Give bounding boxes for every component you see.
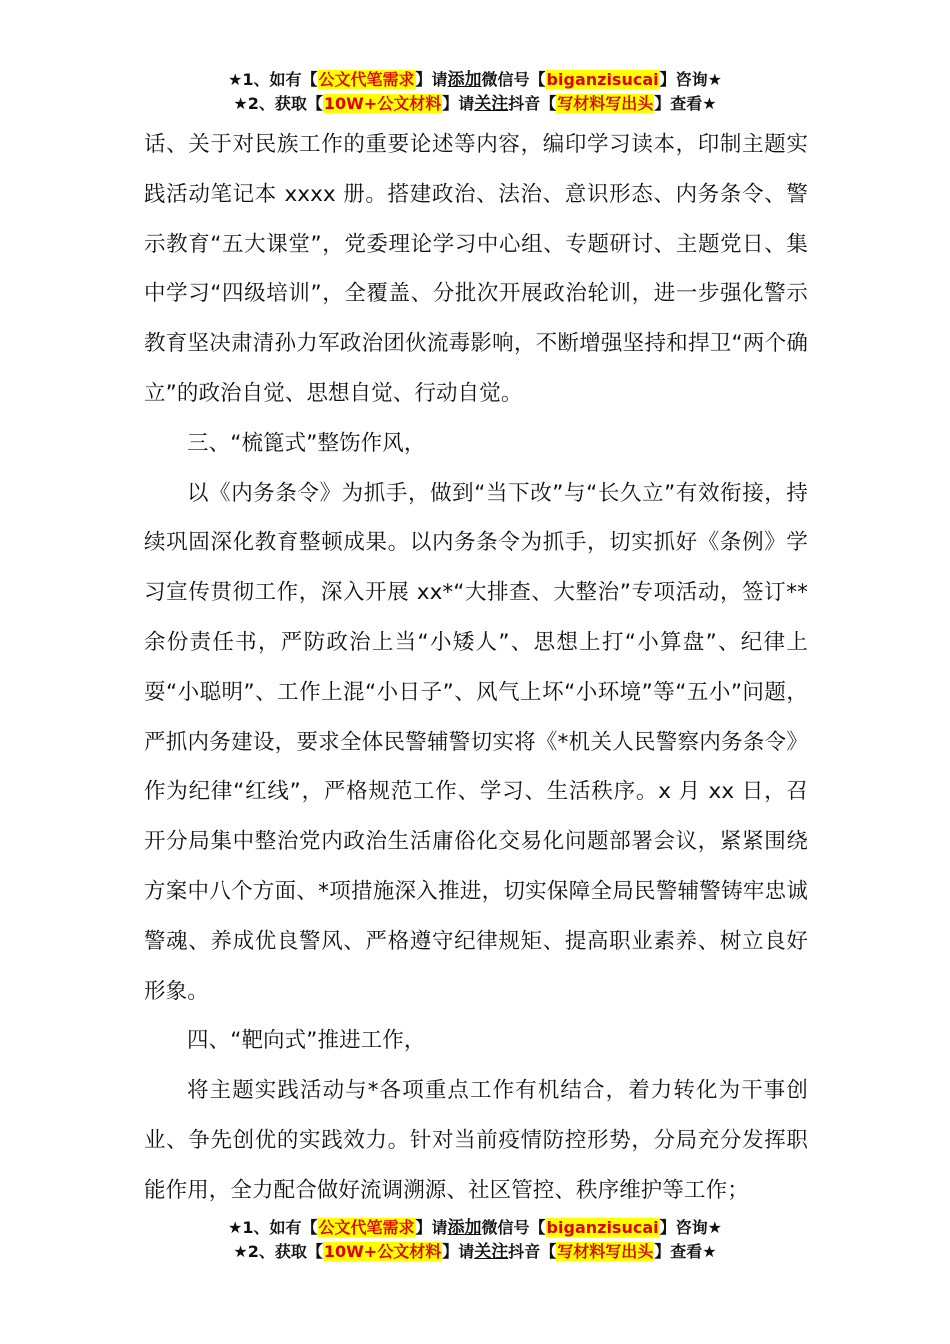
document-body xyxy=(144,120,808,1216)
highlight-douyin: 写材料写出头 xyxy=(557,1242,654,1261)
highlight-materials: 10W+公文材料 xyxy=(323,1242,442,1261)
highlight-materials: 10W+公文材料 xyxy=(323,94,442,113)
paragraph: 话、关于对民族工作的重要论述等内容，编印学习读本，印制主题实践活动笔记本 xxxx 册。搭建政治、法治、意识形态、内务条令、警示教育“五大课堂”，党委理论学习中心组、专题研讨、主题党日、集中学习“四级培训”，全覆盖、分批次开展政治轮训，进一步强化警示教育坚决肃清孙力军政治团伙流毒影响，不断增强坚持和捍卫“两个确立”的政治自觉、思想自觉、行动自觉。 xyxy=(144,132,808,406)
section-heading-4: 四、“靶向式”推进工作， xyxy=(187,1028,426,1054)
highlight-service: 公文代笔需求 xyxy=(318,1218,415,1237)
highlight-wechat-id: biganzisucai xyxy=(546,1218,659,1237)
banner-line-2: ★2、获取【10W+公文材料】请关注抖音【写材料写出头】查看★ xyxy=(233,1242,717,1262)
banner-line-1: ★1、如有【公文代笔需求】请添加微信号【biganzisucai】咨询★ xyxy=(228,1218,722,1238)
highlight-service: 公文代笔需求 xyxy=(318,70,415,89)
banner-line-2: ★2、获取【10W+公文材料】请关注抖音【写材料写出头】查看★ xyxy=(233,94,717,114)
paragraph: 将主题实践活动与*各项重点工作有机结合，着力转化为干事创业、争先创优的实践效力。针对当前疫情防控形势，分局充分发挥职能作用，全力配合做好流调溯源、社区管控、秩序维护等工作； xyxy=(144,1078,808,1203)
section-heading-3: 三、“梳篦式”整饬作风， xyxy=(187,430,426,456)
header-banner xyxy=(0,68,950,116)
highlight-wechat-id: biganzisucai xyxy=(546,70,659,89)
banner-line-1: ★1、如有【公文代笔需求】请添加微信号【biganzisucai】咨询★ xyxy=(228,70,722,90)
paragraph: 以《内务条令》为抓手，做到“当下改”与“长久立”有效衔接，持续巩固深化教育整顿成果。以内务条令为抓手，切实抓好《条例》学习宣传贯彻工作，深入开展 xx*“大排查、大整治”专项活动，签订**余份责任书，严防政治上当“小矮人”、思想上打“小算盘”、纪律上耍“小聪明”、工作上混“小日子”、风气上坏“小环境”等“五小”问题，严抓内务建设，要求全体民警辅警切实将《*机关人民警察内务条令》作为纪律“红线”，严格规范工作、学习、生活秩序。x 月 xx 日，召开分局集中整治党内政治生活庸俗化交易化问题部署会议，紧紧围绕方案中八个方面、*项措施深入推进，切实保障全局民警辅警铸牢忠诚警魂、养成优良警风、严格遵守纪律规矩、提高职业素养、树立良好形象。 xyxy=(144,480,808,1004)
highlight-douyin: 写材料写出头 xyxy=(557,94,654,113)
footer-banner xyxy=(0,1216,950,1264)
